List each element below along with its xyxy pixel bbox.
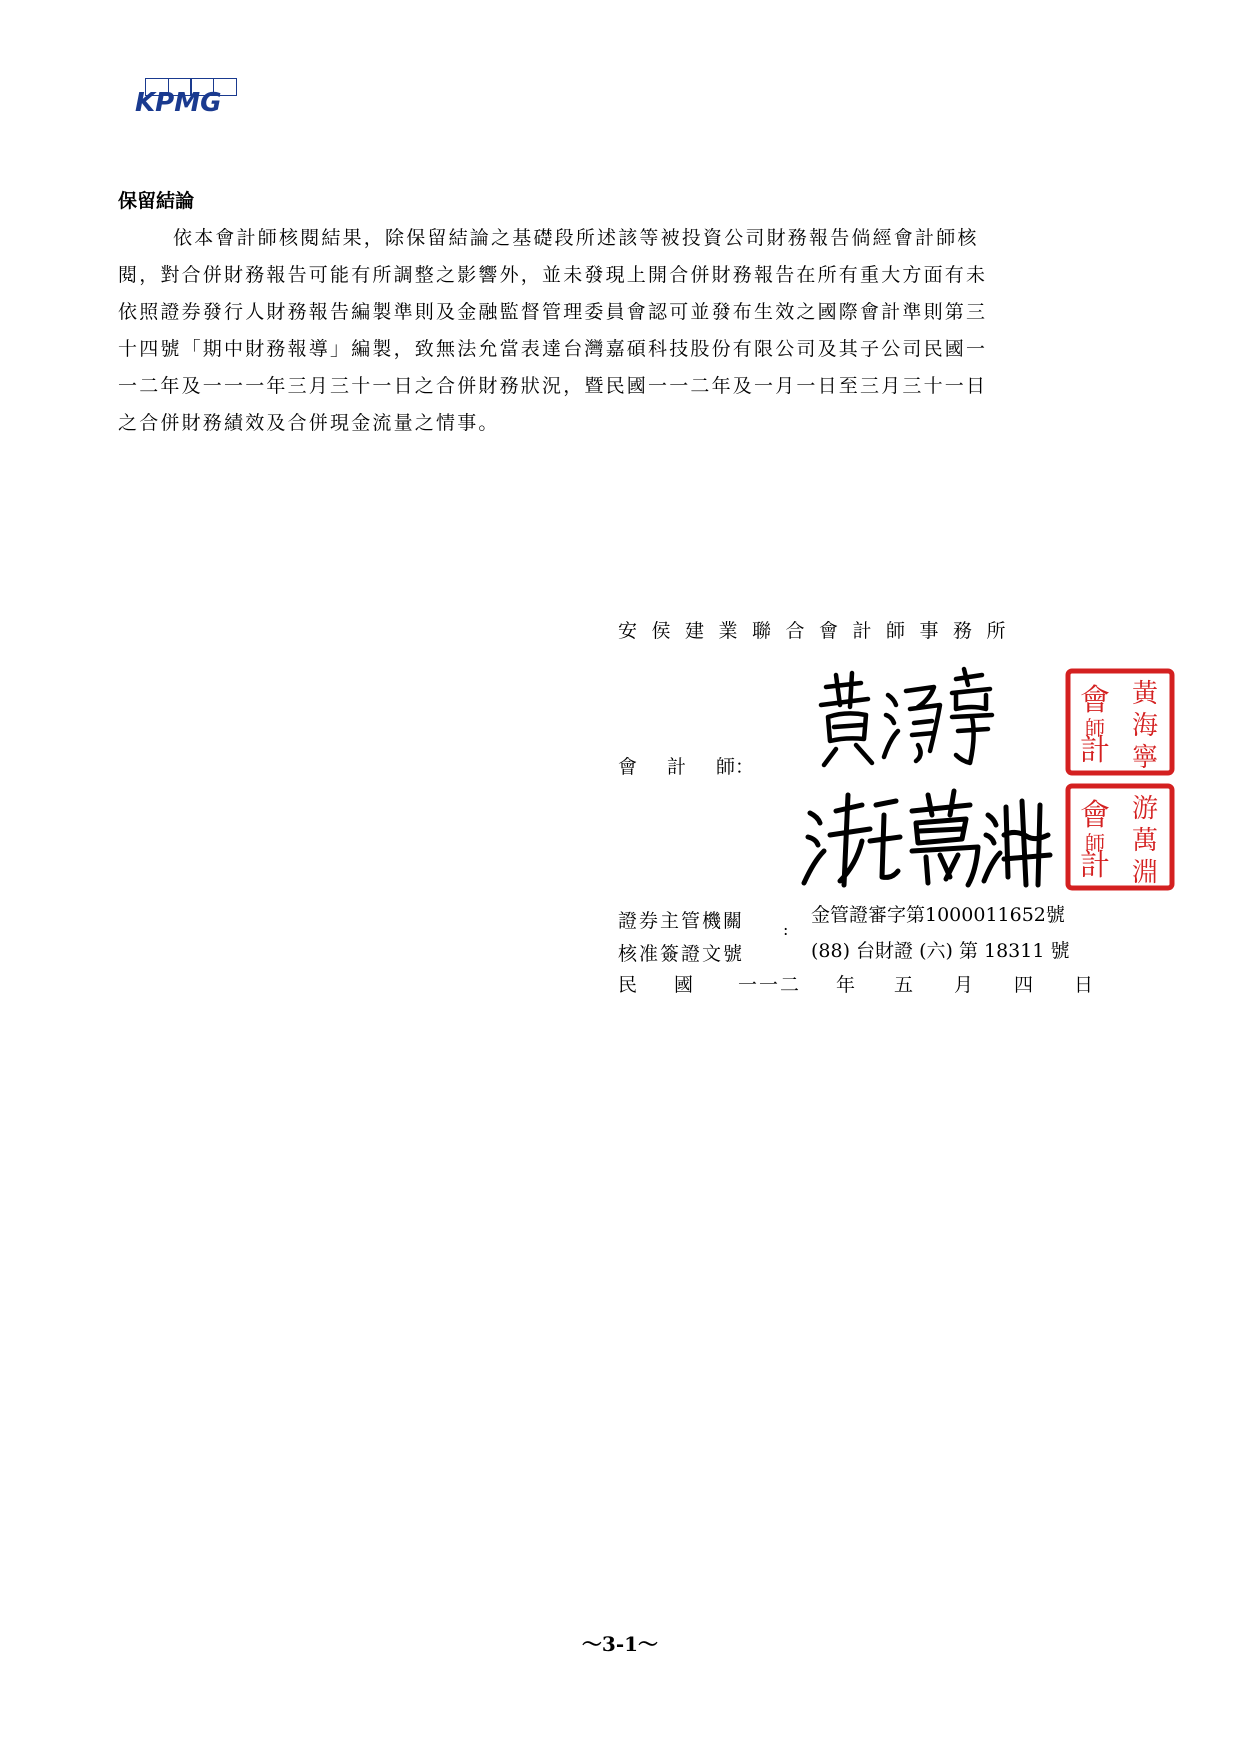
seal-char: 寧 [1131,743,1159,773]
accountant-label [618,752,754,779]
authority-label: 核准簽證文號 [618,943,745,965]
date-char: 年 [836,974,856,996]
paragraph-line: 之合併財務績效及合併現金流量之情事。 [118,412,500,434]
authority-colon: : [783,920,789,939]
date-month: 五 [894,974,914,996]
seal-char: 海 [1131,711,1159,741]
paragraph-line: 依本會計師核閱結果，除保留結論之基礎段所述該等被投資公司財務報告倘經會計師核 [173,227,979,249]
authority-row [618,906,1069,939]
accountant-seal-1 [1065,668,1175,776]
accountant-seal-2 [1065,783,1175,891]
paragraph-line: 閱，對合併財務報告可能有所調整之影響外，並未發現上開合併財務報告在所有重大方面有未 [118,264,988,286]
accountant-label-char: 計 [667,756,687,778]
date-year: 一一二 [738,974,802,996]
conclusion-paragraph [118,220,1153,442]
date-day: 四 [1014,974,1034,996]
signature-1 [806,665,1001,770]
authority-block [618,906,1069,972]
seal-char: 會 [1080,798,1110,833]
logo-text: KPMG [135,88,222,118]
seal-char: 游 [1131,794,1159,824]
kpmg-logo [135,78,245,122]
date-char: 月 [954,974,974,996]
seal-char: 計 [1080,848,1110,883]
date-char: 民 [618,974,638,996]
seal-char: 師 [1085,831,1105,855]
seal-char: 師 [1085,716,1105,740]
authority-value: 金管證審字第1000011652號 [811,904,1065,926]
signature-2 [800,785,1055,895]
accountant-label-char: 會 [618,756,638,778]
page-number: ～3-1～ [581,1632,659,1656]
date-char: 日 [1074,974,1094,996]
authority-label: 證券主管機關 [618,910,745,932]
authority-row [618,939,1069,972]
date-char: 國 [674,974,694,996]
seal-char: 會 [1080,683,1110,718]
section-heading: 保留結論 [118,190,195,212]
authority-colon-spacer [783,939,811,953]
paragraph-line: 依照證券發行人財務報告編製準則及金融監督管理委員會認可並發布生效之國際會計準則第三 [118,301,988,323]
paragraph-line: 一二年及一一一年三月三十一日之合併財務狀況，暨民國一一二年及一月一日至三月三十一日 [118,375,988,397]
paragraph-line: 十四號「期中財務報導」編製，致無法允當表達台灣嘉碩科技股份有限公司及其子公司民國一 [118,338,988,360]
seal-char: 計 [1080,733,1110,768]
accountant-label-char: 師： [716,756,755,778]
seal-char: 淵 [1131,858,1159,888]
seal-char: 黃 [1131,679,1159,709]
firm-name: 安侯建業聯合會計師事務所 [618,620,1021,642]
authority-value: (88) 台財證 (六) 第 18311 號 [811,940,1070,962]
seal-char: 萬 [1131,826,1159,856]
